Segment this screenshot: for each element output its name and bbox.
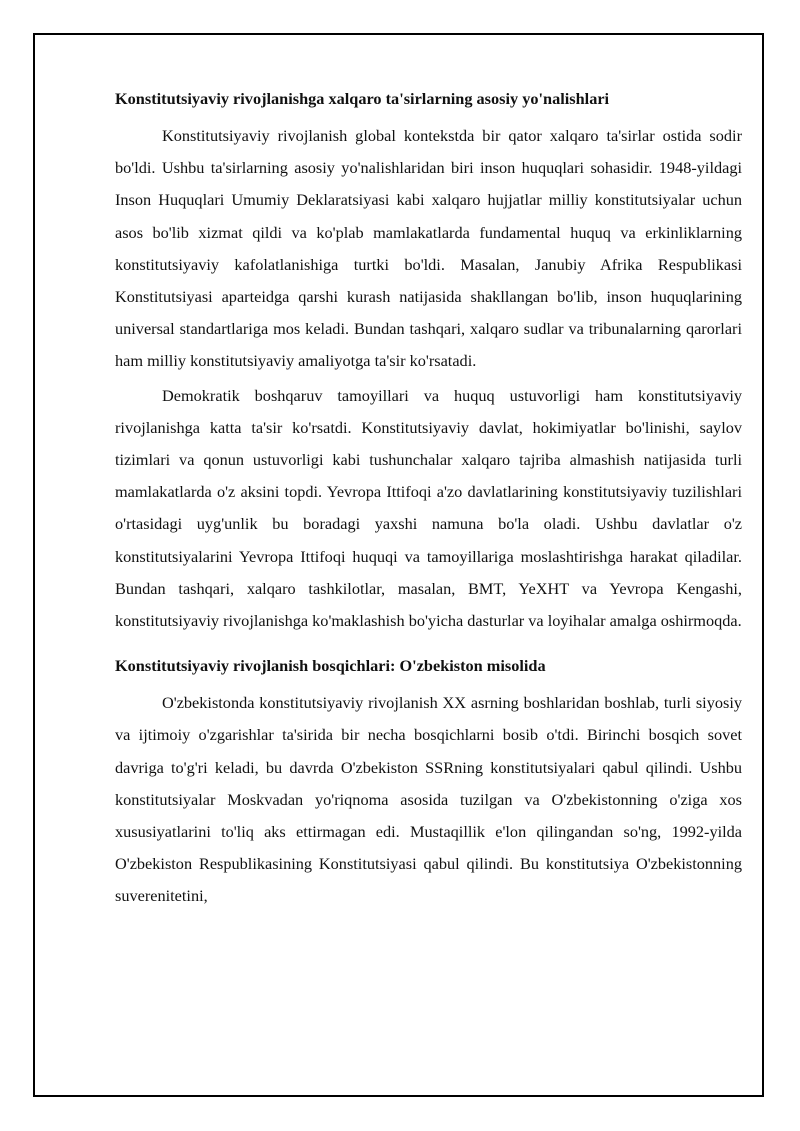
paragraph-human-rights: Konstitutsiyaviy rivojlanish global kontekstda bir qator xalqaro ta'sirlar ostida sodir bo'ldi. Ushbu ta'sirlarning asosiy yo'nalishlaridan biri inson huquqlari sohasidir. 1948-yildagi Inson Huquqlari Umumiy Deklaratsiyasi kabi xalqaro hujjatlar milliy konstitutsiyalar uchun asos bo'lib xizmat qildi va ko'plab mamlakatlarda fundamental huquq va erkinliklarning konstitutsiyaviy kafolatlanishiga turtki bo'ldi. Masalan, Janubiy Afrika Respublikasi Konstitutsiyasi aparteidga qarshi kurash natijasida shakllangan bo'lib, inson huquqlarining universal standartlariga mos keladi. Bundan tashqari, xalqaro sudlar va tribunalarning qarorlari ham milliy konstitutsiyaviy amaliyotga ta'sir ko'rsatadi. <box>115 126 742 371</box>
paragraph-uzbekistan-history: O'zbekistonda konstitutsiyaviy rivojlanish XX asrning boshlaridan boshlab, turli siyosiy va ijtimoiy o'zgarishlar ta'sirida bir necha bosqichlarni bosib o'tdi. Birinchi bosqich sovet davriga to'g'ri keladi, bu davrda O'zbekiston SSRning konstitutsiyalari qabul qilindi. Ushbu konstitutsiyalar Moskvadan yo'riqnoma asosida tuzilgan va O'zbekistonning o'ziga xos xususiyatlarini to'liq aks ettirmagan edi. Mustaqillik e'lon qilingandan so'ng, 1992-yilda O'zbekiston Respublikasining Konstitutsiyasi qabul qilindi. Bu konstitutsiya O'zbekistonning suverenitetini, <box>115 693 742 906</box>
section-heading-uzbekistan-stages: Konstitutsiyaviy rivojlanish bosqichlari: O'zbekiston misolida <box>115 656 546 676</box>
paragraph-democratic-governance: Demokratik boshqaruv tamoyillari va huquq ustuvorligi ham konstitutsiyaviy rivojlanishga katta ta'sir ko'rsatdi. Konstitutsiyaviy davlat, hokimiyatlar bo'linishi, saylov tizimlari va qonun ustuvorligi kabi tushunchalar xalqaro tajriba almashish natijasida turli mamlakatlarda o'z aksini topdi. Yevropa Ittifoqi a'zo davlatlarining konstitutsiyaviy tuzilishlari o'rtasidagi uyg'unlik bu boradagi yaxshi namuna bo'la oladi. Ushbu davlatlar o'z konstitutsiyalarini Yevropa Ittifoqi huquqi va tamoyillariga moslashtirishga harakat qiladilar. Bundan tashqari, xalqaro tashkilotlar, masalan, BMT, YeXHT va Yevropa Kengashi, konstitutsiyaviy rivojlanishga ko'maklashish bo'yicha dasturlar va loyihalar amalga oshirmoqda. <box>115 385 742 631</box>
document-body <box>115 86 742 915</box>
section-heading-international-influences: Konstitutsiyaviy rivojlanishga xalqaro ta'sirlarning asosiy yo'nalishlari <box>115 89 610 108</box>
